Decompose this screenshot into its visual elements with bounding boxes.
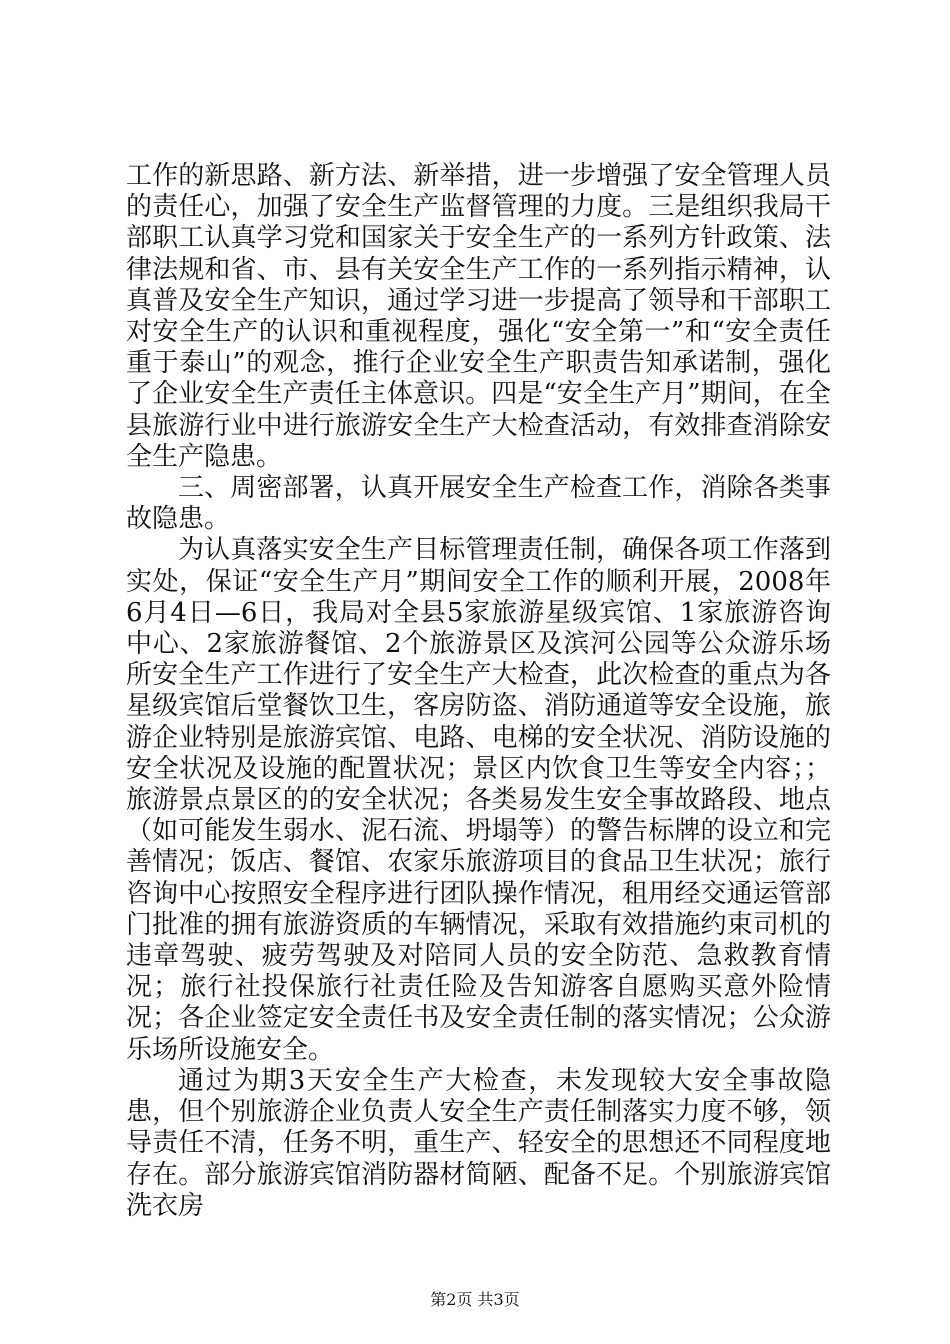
- paragraph-4: 通过为期3天安全生产大检查，未发现较大安全事故隐患，但个别旅游企业负责人安全生产责任制落实力度不够，领导责任不清，任务不明，重生产、轻安全的思想还不同程度地存在。部分旅游宾馆消防器材简陋、配备不足。个别旅游宾馆洗衣房: [126, 1065, 831, 1221]
- document-body: [126, 161, 831, 1222]
- paragraph-3: 为认真落实安全生产目标管理责任制，确保各项工作落到实处，保证“安全生产月”期间安全工作的顺利开展，2008年6月4日—6日，我局对全县5家旅游星级宾馆、1家旅游咨询中心、2家旅游餐馆、2个旅游景区及滨河公园等公众游乐场所安全生产工作进行了安全生产大检查，此次检查的重点为各星级宾馆后堂餐饮卫生，客房防盗、消防通道等安全设施，旅游企业特别是旅游宾馆、电路、电梯的安全状况、消防设施的安全状况及设施的配置状况；景区内饮食卫生等安全内容；；旅游景点景区的的安全状况；各类易发生安全事故路段、地点（如可能发生弱水、泥石流、坍塌等）的警告标牌的设立和完善情况；饭店、餐馆、农家乐旅游项目的食品卫生状况；旅行咨询中心按照安全程序进行团队操作情况，租用经交通运管部门批准的拥有旅游资质的车辆情况，采取有效措施约束司机的违章驾驶、疲劳驾驶及对陪同人员的安全防范、急救教育情况；旅行社投保旅行社责任险及告知游客自愿购买意外险情况；各企业签定安全责任书及安全责任制的落实情况；公众游乐场所设施安全。: [126, 535, 831, 1065]
- paragraph-1: 工作的新思路、新方法、新举措，进一步增强了安全管理人员的责任心，加强了安全生产监督管理的力度。三是组织我局干部职工认真学习党和国家关于安全生产的一系列方针政策、法律法规和省、市、县有关安全生产工作的一系列指示精神，认真普及安全生产知识，通过学习进一步提高了领导和干部职工对安全生产的认识和重视程度，强化“安全第一”和“安全责任重于泰山”的观念，推行企业安全生产职责告知承诺制，强化了企业安全生产责任主体意识。四是“安全生产月”期间，在全县旅游行业中进行旅游安全生产大检查活动，有效排查消除安全生产隐患。: [126, 161, 831, 472]
- page-number-footer: 第2页 共3页: [430, 1290, 520, 1309]
- paragraph-2-heading: 三、周密部署，认真开展安全生产检查工作，消除各类事故隐患。: [126, 473, 831, 535]
